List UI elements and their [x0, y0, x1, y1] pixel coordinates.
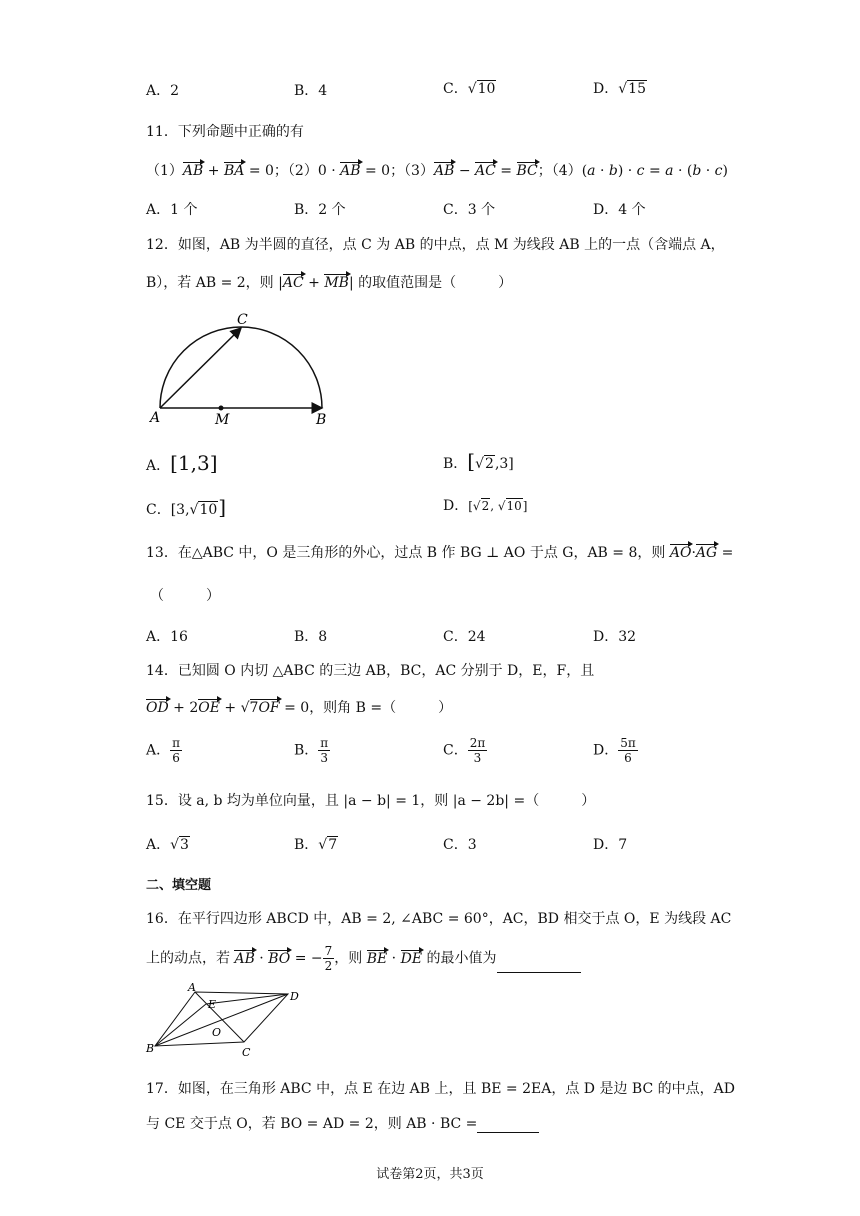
label-b: B — [146, 1042, 155, 1055]
q12-option-a: A．[1,3] — [146, 451, 218, 475]
q12-stem-line2: B），若 AB = 2，则 |AC + MB| 的取值范围是（ ） — [146, 275, 513, 291]
q13-option-b: B．8 — [294, 629, 328, 645]
label-a: A — [188, 981, 196, 994]
q10-option-b: B．4 — [294, 83, 328, 99]
vector-ac — [160, 328, 241, 408]
q14-option-c: C． $\frac{2\pi}{3}$ — [443, 736, 486, 765]
q16-parallelogram-figure — [140, 980, 310, 1060]
q17-stem-line2: 与 CE 交于点 O，若 BO = AD = 2，则 AB · BC = — [146, 1113, 539, 1133]
q12-stem-line1: 12．如图，AB 为半圆的直径，点 C 为 AB 的中点，点 M 为线段 AB 上的一点（含端点 A， — [146, 237, 725, 253]
label-c: C — [242, 1046, 251, 1059]
label-b: B — [316, 412, 327, 428]
label-c: C — [237, 312, 248, 328]
label-m: M — [215, 412, 230, 428]
q15-option-b: B．√7 — [294, 837, 338, 853]
q10-option-c: C．√10 — [443, 81, 496, 97]
q14-option-b: B． $\frac{\pi}{3}$ — [294, 736, 329, 765]
q13-stem-line2: （ ） — [150, 588, 220, 604]
q13-option-a: A．16 — [146, 629, 188, 645]
q11-option-d: D．4 个 — [593, 202, 646, 218]
q15-option-c: C．3 — [443, 837, 477, 853]
q13-stem-line1: 13．在△ABC 中，O 是三角形的外心，过点 B 作 BG ⊥ AO 于点 G，AB = 8，则 AO·AG = — [146, 545, 734, 561]
point-m — [219, 406, 224, 411]
q12-semicircle-figure — [140, 308, 340, 428]
q16-stem-line2: 上的动点，若 AB · BO = − $\frac{7}{2}$ ，则 BE · DE 的最小值为 — [146, 944, 581, 973]
q11-option-a: A．1 个 — [146, 202, 198, 218]
q12-option-c: C．[3,√10] — [146, 495, 227, 519]
q17-answer-blank[interactable] — [477, 1118, 539, 1133]
label-d: D — [290, 990, 299, 1003]
q13-option-c: C．24 — [443, 629, 486, 645]
q15-stem: 15．设 a, b 均为单位向量，且 |a − b| = 1，则 |a − 2b| =（ ） — [146, 793, 596, 809]
page-footer: 试卷第2页，共3页 — [376, 1167, 484, 1182]
q15-option-a: A．√3 — [146, 837, 189, 853]
q11-option-c: C．3 个 — [443, 202, 496, 218]
q15-option-d: D．7 — [593, 837, 628, 853]
label-a: A — [150, 410, 161, 426]
q10-option-d: D．√15 — [593, 81, 646, 97]
q16-answer-blank[interactable] — [497, 958, 581, 973]
semicircle-arc — [160, 327, 322, 408]
q11-option-b: B．2 个 — [294, 202, 346, 218]
q13-option-d: D．32 — [593, 629, 637, 645]
q12-option-d: D．[√2, √10] — [443, 498, 528, 514]
q11-stem: 11．下列命题中正确的有 — [146, 124, 304, 140]
label-o: O — [212, 1026, 222, 1039]
q10-option-a: A．2 — [146, 83, 180, 99]
q14-option-a: A． $\frac{\pi}{6}$ — [146, 736, 181, 765]
q14-option-d: D． $\frac{5\pi}{6}$ — [593, 736, 636, 765]
section-title-fill-in: 二、填空题 — [146, 878, 212, 893]
q11-propositions: （1）AB + BA = 0；（2）0 · AB = 0；（3）AB − AC = BC；（4）(a · b) · c = a · (b · c) — [146, 163, 728, 179]
q14-stem-line2: OD + 2OE + √7OF = 0，则角 B =（ ） — [146, 700, 453, 716]
label-e: E — [208, 998, 217, 1011]
q14-stem-line1: 14．已知圆 O 内切 △ABC 的三边 AB，BC，AC 分别于 D，E，F，且 — [146, 663, 595, 679]
q17-stem-line1: 17．如图，在三角形 ABC 中，点 E 在边 AB 上，且 BE = 2EA，点 D 是边 BC 的中点，AD — [146, 1081, 735, 1097]
q16-stem-line1: 16．在平行四边形 ABCD 中，AB = 2, ∠ABC = 60°，AC，BD 相交于点 O，E 为线段 AC — [146, 911, 732, 927]
q12-option-b: B．[√2,3] — [443, 449, 514, 473]
